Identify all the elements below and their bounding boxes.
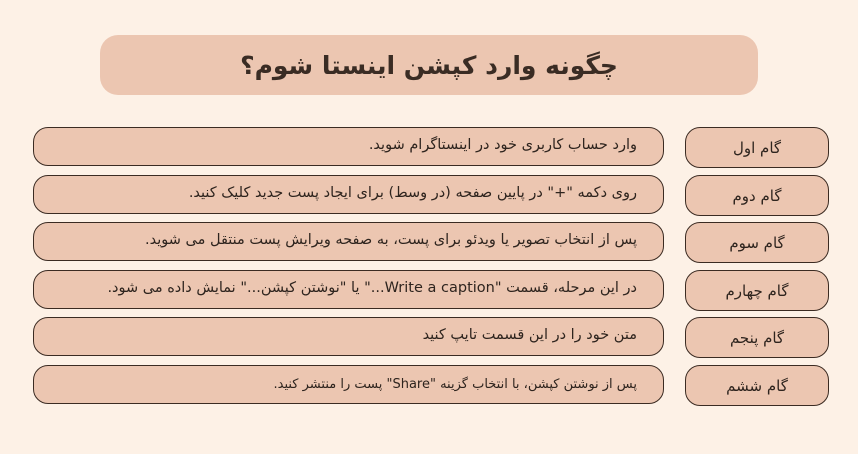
page-title: چگونه وارد کپشن اینستا شوم؟ — [240, 50, 618, 80]
step-description: وارد حساب کاربری خود در اینستاگرام شوید. — [368, 137, 637, 153]
step-row-5 — [0, 317, 858, 358]
step-label-box — [685, 365, 829, 406]
step-label-box — [685, 270, 829, 311]
step-row-4 — [0, 270, 858, 311]
step-description-box — [33, 317, 664, 356]
step-label: گام سوم — [729, 233, 785, 252]
step-description: پس از انتخاب تصویر یا ویدئو برای پست، به صفحه ویرایش پست منتقل می شوید. — [145, 232, 637, 248]
step-label-box — [685, 127, 829, 168]
step-row-6 — [0, 365, 858, 406]
step-label: گام پنجم — [729, 328, 785, 347]
step-description-box — [33, 175, 664, 214]
step-label: گام چهارم — [725, 281, 789, 300]
step-row-1 — [0, 127, 858, 168]
step-description: پس از نوشتن کپشن، با انتخاب گزینه "Share" پست را منتشر کنید. — [273, 377, 637, 392]
title-banner — [100, 35, 758, 95]
step-label-box — [685, 175, 829, 216]
step-description-box — [33, 365, 664, 404]
step-row-3 — [0, 222, 858, 263]
step-description: در این مرحله، قسمت "Write a caption..." یا "نوشتن کپشن..." نمایش داده می شود. — [107, 280, 637, 296]
step-row-2 — [0, 175, 858, 216]
step-description-box — [33, 127, 664, 166]
step-label-box — [685, 222, 829, 263]
step-label: گام ششم — [726, 376, 788, 395]
step-description-box — [33, 270, 664, 309]
step-label: گام دوم — [732, 186, 782, 205]
step-description: روی دکمه "+" در پایین صفحه (در وسط) برای ایجاد پست جدید کلیک کنید. — [188, 185, 637, 201]
step-label-box — [685, 317, 829, 358]
step-description: متن خود را در این قسمت تایپ کنید — [422, 327, 637, 343]
step-description-box — [33, 222, 664, 261]
step-label: گام اول — [732, 138, 782, 157]
